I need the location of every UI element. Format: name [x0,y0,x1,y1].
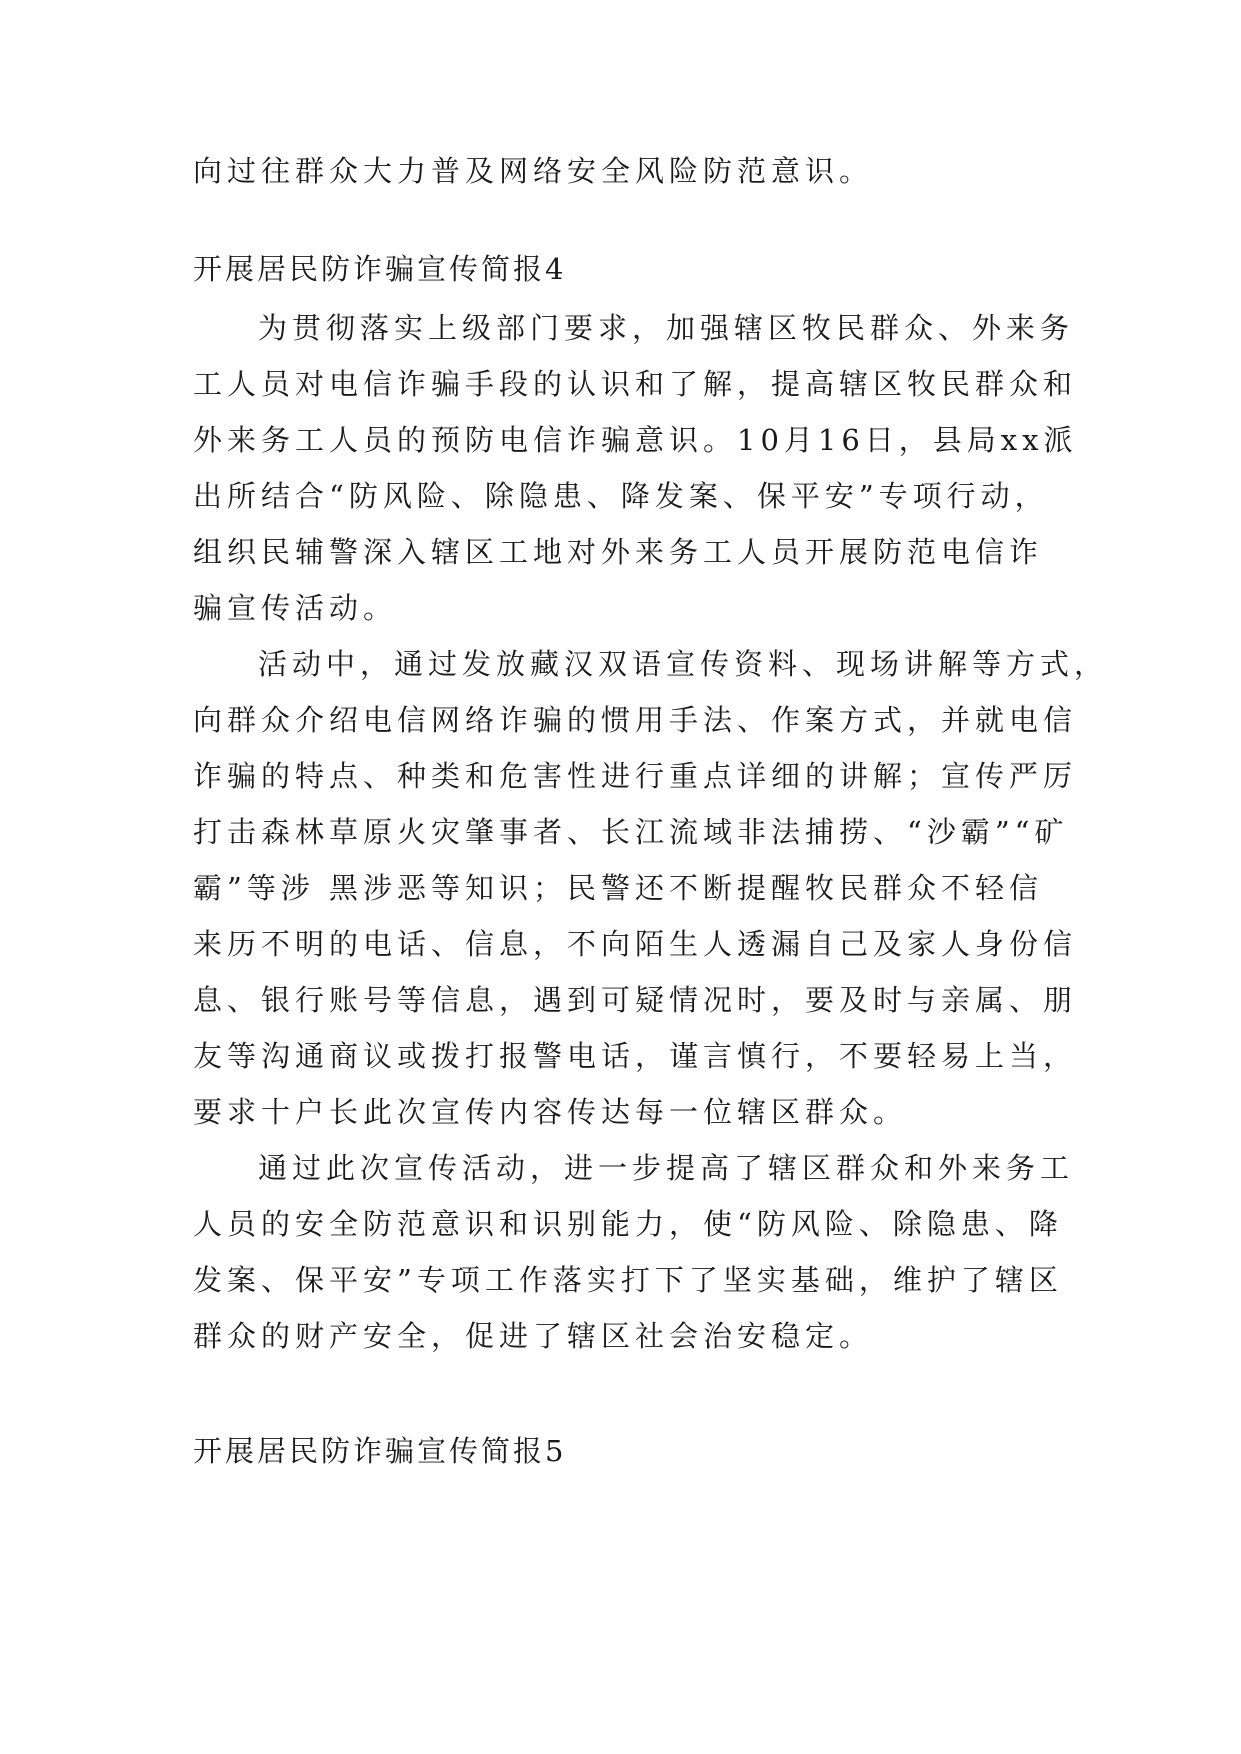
text-line: 打击森林草原火灾肇事者、长江流域非法捕捞、“沙霸”“矿 [193,815,1069,849]
text-line: 通过此次宣传活动，进一步提高了辖区群众和外来务工 [258,1151,1075,1185]
text-line: 出所结合“防风险、除隐患、降发案、保平安”专项行动， [193,479,1049,513]
text-line: 向过往群众大力普及网络安全风险防范意识。 [193,154,874,188]
text-line: 向群众介绍电信网络诈骗的惯用手法、作案方式，并就电信 [193,703,1078,737]
text-line: 工人员对电信诈骗手段的认识和了解，提高辖区牧民群众和 [193,367,1078,401]
text-line: 为贯彻落实上级部门要求，加强辖区牧民群众、外来务 [258,311,1075,345]
text-line: 友等沟通商议或拨打报警电话，谨言慎行，不要轻易上当， [193,1039,1078,1073]
text-line: 外来务工人员的预防电信诈骗意识。10月16日，县局xx派 [193,423,1078,457]
text-line: 组织民辅警深入辖区工地对外来务工人员开展防范电信诈 [193,535,1044,569]
text-line: 活动中，通过发放藏汉双语宣传资料、现场讲解等方式， [258,647,1109,681]
text-line: 骗宣传活动。 [193,591,398,625]
text-line: 霸”等涉 黑涉恶等知识；民警还不断提醒牧民群众不轻信 [193,871,1044,905]
text-line: 要求十户长此次宣传内容传达每一位辖区群众。 [193,1095,908,1129]
text-line: 息、银行账号等信息，遇到可疑情况时，要及时与亲属、朋 [193,983,1078,1017]
section-heading: 开展居民防诈骗宣传简报5 [193,1434,567,1468]
text-line: 诈骗的特点、种类和危害性进行重点详细的讲解；宣传严厉 [193,759,1078,793]
text-line: 发案、保平安”专项工作落实打下了坚实基础，维护了辖区 [193,1263,1063,1297]
text-line: 来历不明的电话、信息，不向陌生人透漏自己及家人身份信 [193,927,1078,961]
text-line: 群众的财产安全，促进了辖区社会治安稳定。 [193,1319,874,1353]
text-line: 人员的安全防范意识和识别能力，使“防风险、除隐患、降 [193,1207,1063,1241]
section-heading: 开展居民防诈骗宣传简报4 [193,252,567,286]
